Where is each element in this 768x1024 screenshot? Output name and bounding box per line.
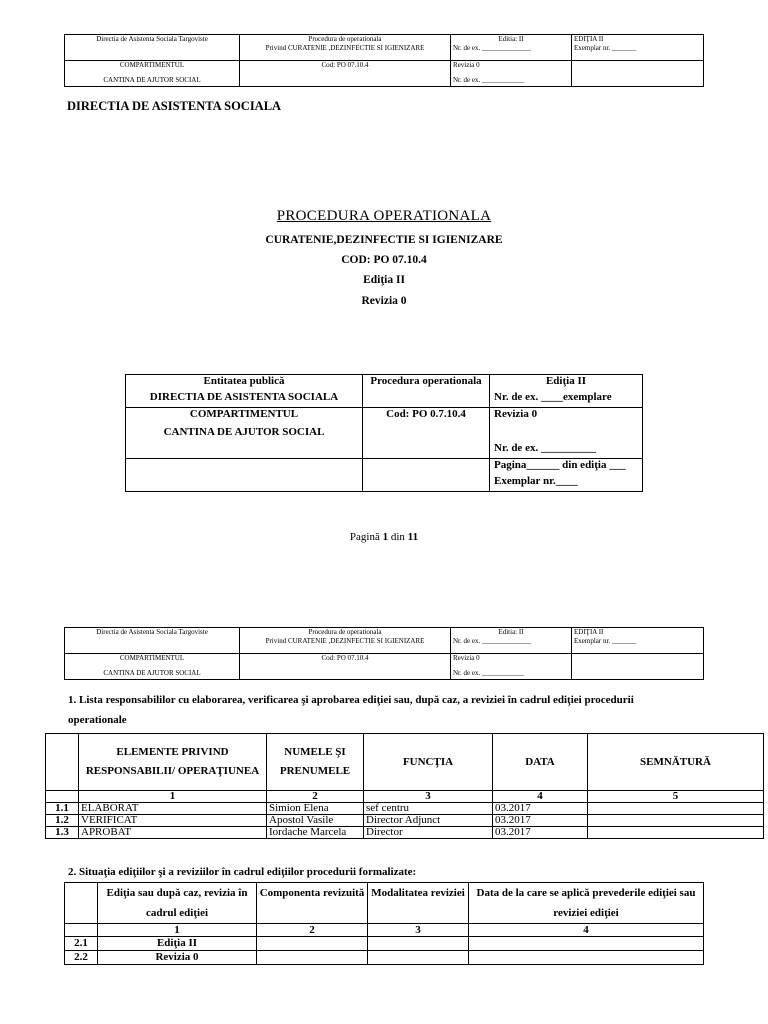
- row-date: 03.2017: [493, 815, 588, 827]
- row-empty: [469, 937, 704, 951]
- header-code: Cod: PO 07.10.4: [240, 654, 451, 680]
- header-editia-right: EDIŢIA II Exemplar nr. _______: [572, 628, 704, 654]
- editia-cell: Ediţia II Nr. de ex. ____exemplare: [490, 375, 643, 408]
- row-name: Iordache Marcela: [267, 827, 364, 839]
- main-title: PROCEDURA OPERATIONALA: [276, 208, 492, 224]
- header-empty-cell: [572, 654, 704, 680]
- row-sign: [588, 815, 764, 827]
- row-operation: APROBAT: [79, 827, 267, 839]
- ed-col-edition: Ediţia sau după caz, revizia în cadrul ediţiei: [98, 883, 257, 924]
- subtitle: CURATENIE,DEZINFECTIE SI IGIENIZARE: [265, 234, 503, 246]
- resp-col-name: NUMELE ŞI PRENUMELE: [267, 734, 364, 791]
- header-empty-cell: [572, 61, 704, 87]
- section1-heading: 1. Lista responsabililor cu elaborarea, verificarea şi aprobarea ediţiei sau, după caz, a reviziei în cadrul ediţiei procedurii operationale: [68, 694, 634, 726]
- header-editia-right: EDIŢIA II Exemplar nr. _______: [572, 35, 704, 61]
- table-row: [65, 937, 704, 951]
- row-name: Simion Elena: [267, 803, 364, 815]
- ed-col-index: [65, 883, 98, 924]
- editia-line: Ediţia II: [363, 274, 405, 286]
- header-revision: Revizia 0 Nr. de ex. ____________: [451, 654, 572, 680]
- header-institution: Directia de Asistenta Sociala Targoviste: [65, 35, 240, 61]
- header-institution: Directia de Asistenta Sociala Targoviste: [65, 628, 240, 654]
- section2-heading: 2. Situaţia ediţiilor şi a reviziilor în cadrul ediţiilor procedurii formalizate:: [68, 866, 417, 878]
- resp-num: 5: [588, 791, 764, 803]
- resp-num: 3: [364, 791, 493, 803]
- header-procedure: Procedura de operationala Privind CURATENIE ,DEZINFECTIE SI IGIENIZARE: [240, 628, 451, 654]
- empty-cell-left: [126, 459, 363, 492]
- header-edition: Editia: II Nr. de ex. ______________: [451, 628, 572, 654]
- row-edition: Ediţia II: [98, 937, 257, 951]
- row-empty: [257, 951, 368, 965]
- resp-col-date: DATA: [493, 734, 588, 791]
- resp-num: 4: [493, 791, 588, 803]
- page-header-table-2: [64, 627, 704, 680]
- header-edition: Editia: II Nr. de ex. ______________: [451, 35, 572, 61]
- row-empty: [368, 937, 469, 951]
- ed-number-row: [65, 924, 704, 937]
- row-id: 1.1: [46, 803, 79, 815]
- header-code: Cod: PO 07.10.4: [240, 61, 451, 87]
- row-edition: Revizia 0: [98, 951, 257, 965]
- entity-cell: Entitatea publică DIRECTIA DE ASISTENTA SOCIALA: [126, 375, 363, 408]
- ed-num-blank: [65, 924, 98, 937]
- row-date: 03.2017: [493, 803, 588, 815]
- cod-cell: Cod: PO 0.7.10.4: [363, 408, 490, 459]
- org-title: DIRECTIA DE ASISTENTA SOCIALA: [67, 99, 282, 113]
- pagina-cell: Pagina______ din ediţia ___ Exemplar nr.____: [490, 459, 643, 492]
- resp-col-operation: ELEMENTE PRIVIND RESPONSABILII/ OPERAŢIUNEA: [79, 734, 267, 791]
- row-id: 1.3: [46, 827, 79, 839]
- responsibles-table: [45, 733, 764, 839]
- table-row: [46, 815, 764, 827]
- resp-num: 2: [267, 791, 364, 803]
- resp-number-row: [46, 791, 764, 803]
- row-operation: ELABORAT: [79, 803, 267, 815]
- ed-num: 1: [98, 924, 257, 937]
- resp-num-blank: [46, 791, 79, 803]
- table-row: [46, 803, 764, 815]
- page-counter: Pagină 1 din 11: [349, 531, 419, 543]
- resp-col-role: FUNCŢIA: [364, 734, 493, 791]
- row-name: Apostol Vasile: [267, 815, 364, 827]
- revizia-line: Revizia 0: [361, 295, 407, 307]
- ed-num: 3: [368, 924, 469, 937]
- resp-num: 1: [79, 791, 267, 803]
- row-id: 2.2: [65, 951, 98, 965]
- resp-col-index: [46, 734, 79, 791]
- entity-table: [125, 374, 643, 492]
- row-id: 1.2: [46, 815, 79, 827]
- ed-num: 2: [257, 924, 368, 937]
- procedura-cell: Procedura operationala: [363, 375, 490, 408]
- row-role: Director: [364, 827, 493, 839]
- table-row: [46, 827, 764, 839]
- row-role: sef centru: [364, 803, 493, 815]
- compartiment-cell: COMPARTIMENTUL CANTINA DE AJUTOR SOCIAL: [126, 408, 363, 459]
- header-compartment: COMPARTIMENTUL CANTINA DE AJUTOR SOCIAL: [65, 654, 240, 680]
- header-compartment: COMPARTIMENTUL CANTINA DE AJUTOR SOCIAL: [65, 61, 240, 87]
- row-role: Director Adjunct: [364, 815, 493, 827]
- row-sign: [588, 803, 764, 815]
- cod-line: COD: PO 07.10.4: [341, 254, 427, 266]
- ed-col-modality: Modalitatea reviziei: [368, 883, 469, 924]
- revizia-cell: Revizia 0 Nr. de ex. __________: [490, 408, 643, 459]
- header-procedure: Procedura de operationala Privind CURATENIE ,DEZINFECTIE SI IGIENIZARE: [240, 35, 451, 61]
- row-empty: [368, 951, 469, 965]
- page-header-table: [64, 34, 704, 87]
- row-empty: [257, 937, 368, 951]
- resp-col-sign: SEMNĂTURĂ: [588, 734, 764, 791]
- row-sign: [588, 827, 764, 839]
- row-empty: [469, 951, 704, 965]
- table-row: [65, 951, 704, 965]
- row-date: 03.2017: [493, 827, 588, 839]
- empty-cell-mid: [363, 459, 490, 492]
- row-id: 2.1: [65, 937, 98, 951]
- row-operation: VERIFICAT: [79, 815, 267, 827]
- ed-num: 4: [469, 924, 704, 937]
- editions-table: [64, 882, 704, 965]
- ed-col-date: Data de la care se aplică prevederile ediţiei sau reviziei ediţiei: [469, 883, 704, 924]
- header-revision: Revizia 0 Nr. de ex. ____________: [451, 61, 572, 87]
- ed-col-component: Componenta revizuită: [257, 883, 368, 924]
